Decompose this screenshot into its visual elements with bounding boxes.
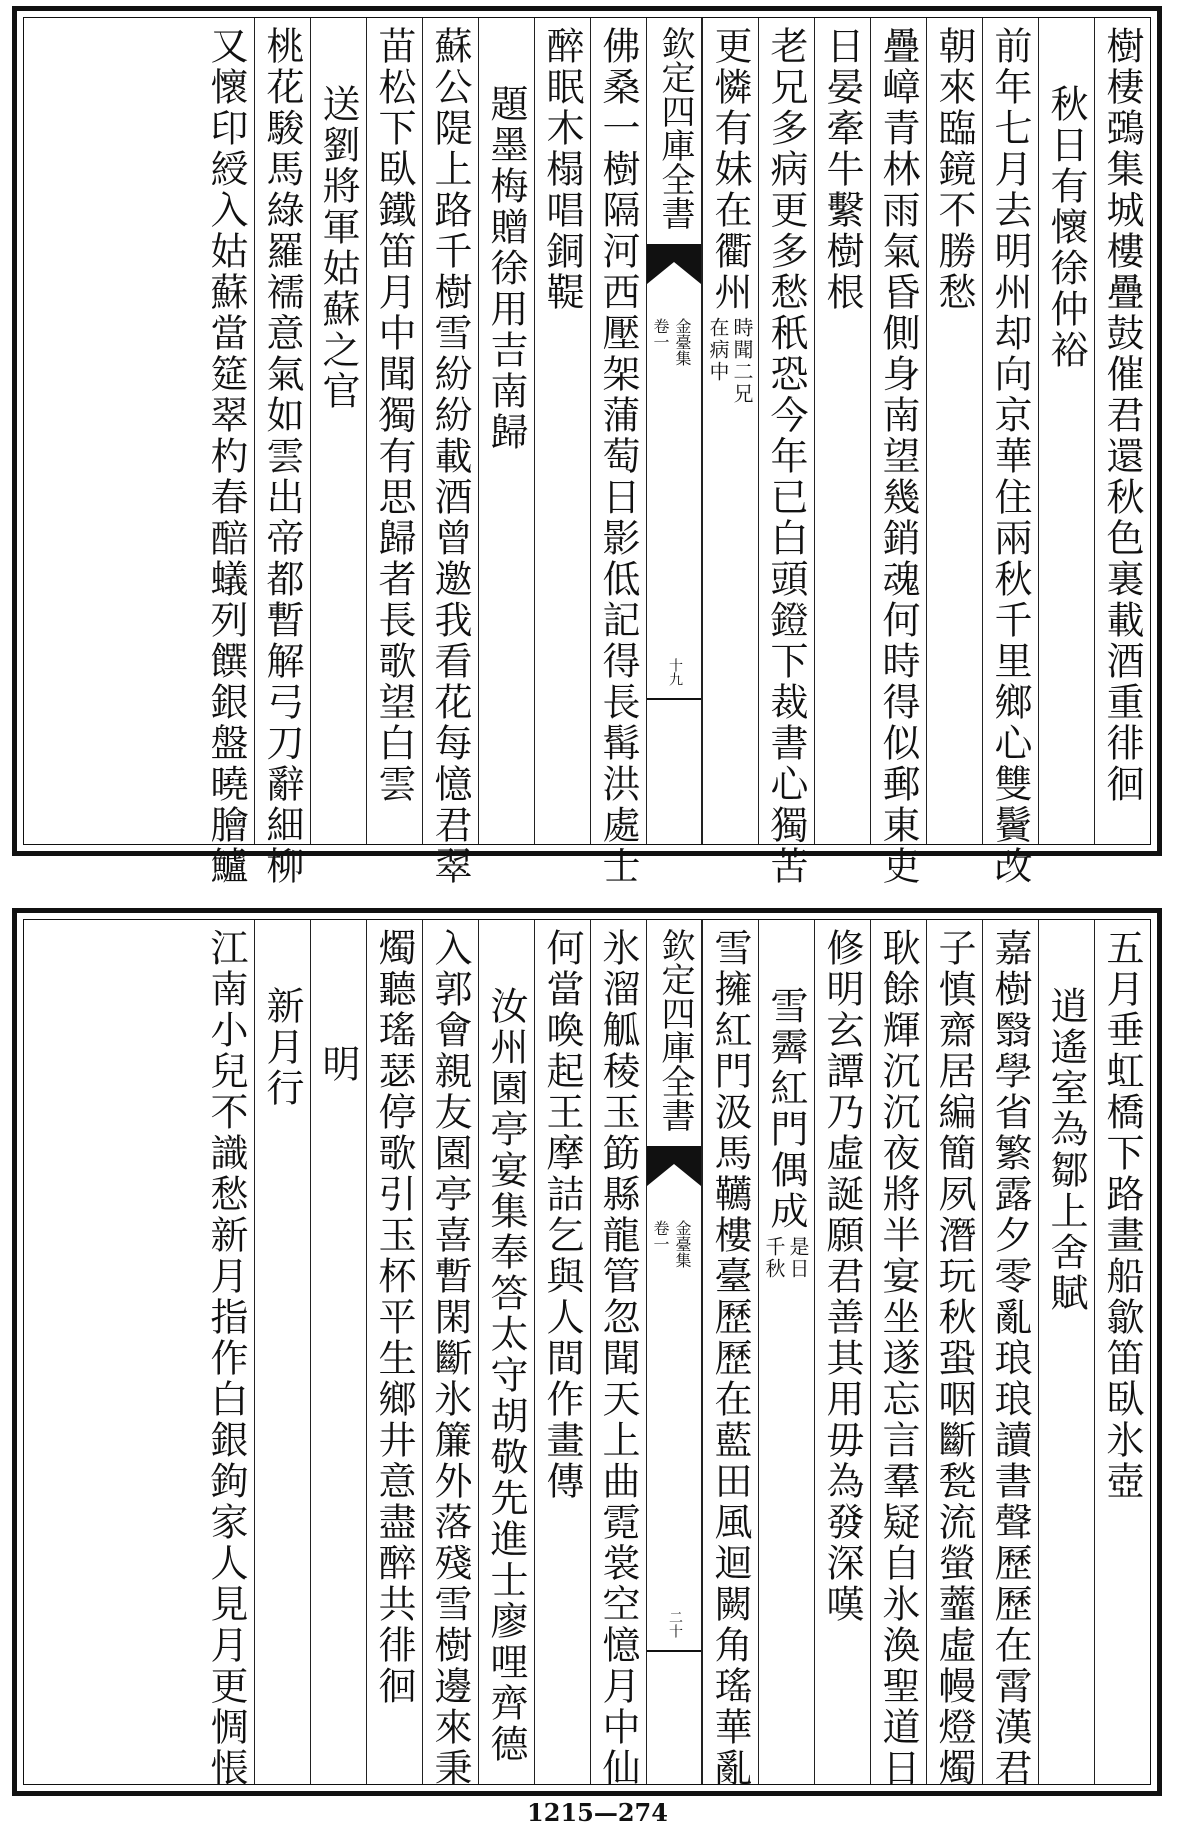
top-column-text: 前年七月去明州却向京華住兩秋千里鄉心雙鬢改 — [988, 26, 1032, 887]
top-column-text: 日晏牽牛繫樹根 — [820, 26, 864, 313]
bottom-banner — [646, 920, 702, 1784]
top-banner-folio: 十九 — [667, 658, 683, 686]
top-text-column — [254, 18, 310, 887]
top-column-text: 題墨梅贈徐用吉南歸 — [484, 84, 528, 453]
top-column-text: 秋日有懷徐仲裕 — [1044, 84, 1088, 371]
bottom-interlinear-note: 是日 — [786, 1236, 810, 1280]
bottom-fishtail-mark — [647, 1146, 701, 1186]
bottom-column-text: 江南小兒不識愁新月指作白銀鉤家人見月更惆悵 — [204, 928, 248, 1789]
bottom-column-text: 五月垂虹橋下路畫船歙笛臥氷壺 — [1100, 928, 1144, 1502]
bottom-text-column — [366, 920, 422, 1784]
top-interlinear-note: 時聞二兄 — [730, 317, 754, 405]
top-banner-title: 欽定四庫全書 — [655, 26, 695, 230]
bottom-text-column — [702, 920, 758, 1789]
top-text-column — [1038, 18, 1094, 844]
bottom-column-text: 子慎齋居編簡夙潛玩秋蛩咽斷甃流螢虀虛幔燈燭 — [932, 928, 976, 1789]
bottom-banner-rule — [647, 1650, 701, 1652]
top-banner — [646, 18, 702, 844]
top-column-text: 佛桑一樹隔河西壓架蒲萄日影低記得長髯洪處士 — [596, 26, 640, 887]
top-column-text: 朝來臨鏡不勝愁 — [932, 26, 976, 313]
bottom-column-text: 何當喚起王摩詰乞與人間作畫傳 — [540, 928, 584, 1502]
top-column-text: 老兄多病更多愁秖恐今年已白頭鐙下裁書心獨苦 — [764, 26, 808, 887]
top-text-column — [870, 18, 926, 887]
bottom-banner-title: 欽定四庫全書 — [655, 928, 695, 1132]
top-text-column — [982, 18, 1038, 887]
bottom-banner-folio: 二十 — [667, 1610, 683, 1638]
bottom-text-column — [982, 920, 1038, 1789]
bottom-column-text: 雪霽紅門偶成 — [764, 986, 808, 1232]
bottom-text-column — [758, 920, 814, 1784]
top-text-column — [590, 18, 646, 887]
top-column-text: 蘇公隄上路千樹雪紛紛載酒曾邀我看花每憶君翠 — [428, 26, 472, 887]
top-page-frame — [12, 6, 1162, 887]
bottom-column-text: 修明玄譚乃虛誕願君善其用毋為發深嘆 — [820, 928, 864, 1625]
top-banner-volume: 卷一 — [651, 318, 670, 350]
bottom-text-column — [1038, 920, 1094, 1784]
top-text-column — [198, 18, 254, 887]
bottom-text-column — [198, 920, 254, 1789]
top-column-text: 醉眠木榻唱銅鞮 — [540, 26, 584, 313]
bottom-text-column — [926, 920, 982, 1789]
bottom-column-text: 新月行 — [260, 986, 304, 1109]
top-text-column — [758, 18, 814, 887]
top-text-column — [366, 18, 422, 844]
bottom-text-column — [534, 920, 590, 1784]
top-fishtail-mark — [647, 244, 701, 284]
bottom-column-text: 汝州園亭宴集奉答太守胡敬先進士廖哩齊德 — [484, 986, 528, 1765]
bottom-page-inner-border — [23, 919, 1151, 1789]
top-text-column — [814, 18, 870, 844]
top-text-column — [534, 18, 590, 844]
bottom-column-text: 入郭會親友園亭喜暫閑斷氷簾外落殘雪樹邊來秉 — [428, 928, 472, 1789]
top-text-column — [926, 18, 982, 844]
top-banner-rule — [647, 698, 701, 700]
top-column-text: 苗松下臥鐵笛月中聞獨有思歸者長歌望白雲 — [372, 26, 416, 805]
bottom-column-text: 逍遙室為鄒上舍賦 — [1044, 986, 1088, 1314]
bottom-text-column — [422, 920, 478, 1789]
bottom-banner-volume: 卷一 — [651, 1220, 670, 1252]
bottom-interlinear-note: 千秋 — [762, 1236, 786, 1280]
bottom-banner-book: 金臺集 — [673, 1220, 692, 1268]
top-banner-book: 金臺集 — [673, 318, 692, 366]
bottom-text-column — [814, 920, 870, 1784]
top-column-text: 又懷印綬入姑蘇當筵翠杓春醅蟻列饌銀盤曉膾鱸 — [204, 26, 248, 887]
bottom-column-text: 嘉樹翳學省繁露夕零亂琅琅讀書聲歷歷在霄漢君 — [988, 928, 1032, 1789]
top-text-column — [1094, 18, 1150, 844]
top-column-text: 疊嶂青林雨氣昏側身南望幾銷魂何時得似郵東吏 — [876, 26, 920, 887]
page-code: 1215—274 — [527, 1798, 668, 1827]
top-column-text: 更憐有妹在衢州 — [708, 26, 752, 313]
bottom-text-column — [254, 920, 310, 1784]
top-column-text: 樹棲鵶集城樓疊鼓催君還秋色裏載酒重徘徊 — [1100, 26, 1144, 805]
bottom-column-text: 明 — [316, 1044, 360, 1085]
top-column-text: 送劉將軍姑蘇之官 — [316, 84, 360, 412]
top-interlinear-note: 在病中 — [706, 317, 730, 383]
top-text-column — [702, 18, 758, 844]
top-text-column — [478, 18, 534, 844]
bottom-text-column — [478, 920, 534, 1784]
top-text-column — [422, 18, 478, 887]
top-page-inner-border — [23, 17, 1151, 887]
bottom-text-column — [1094, 920, 1150, 1784]
bottom-text-column — [590, 920, 646, 1789]
bottom-text-column — [310, 920, 366, 1784]
bottom-text-column — [870, 920, 926, 1789]
top-column-text: 桃花駿馬綠羅襦意氣如雲出帝都暫解弓刀辭細柳 — [260, 26, 304, 887]
bottom-page-frame — [12, 908, 1162, 1796]
bottom-column-text: 氷溜觚稜玉筯縣龍管忽聞天上曲霓裳空憶月中仙 — [596, 928, 640, 1789]
bottom-column-text: 雪擁紅門汲馬韉樓臺歷歷在藍田風迴闕角瑤華亂 — [708, 928, 752, 1789]
bottom-column-text: 燭聽瑤瑟停歌引玉杯平生鄉井意盡醉共徘徊 — [372, 928, 416, 1707]
bottom-column-text: 耿餘輝沉沉夜將半宴坐遂忘言羣疑自氷渙聖道日 — [876, 928, 920, 1789]
top-text-column — [310, 18, 366, 844]
